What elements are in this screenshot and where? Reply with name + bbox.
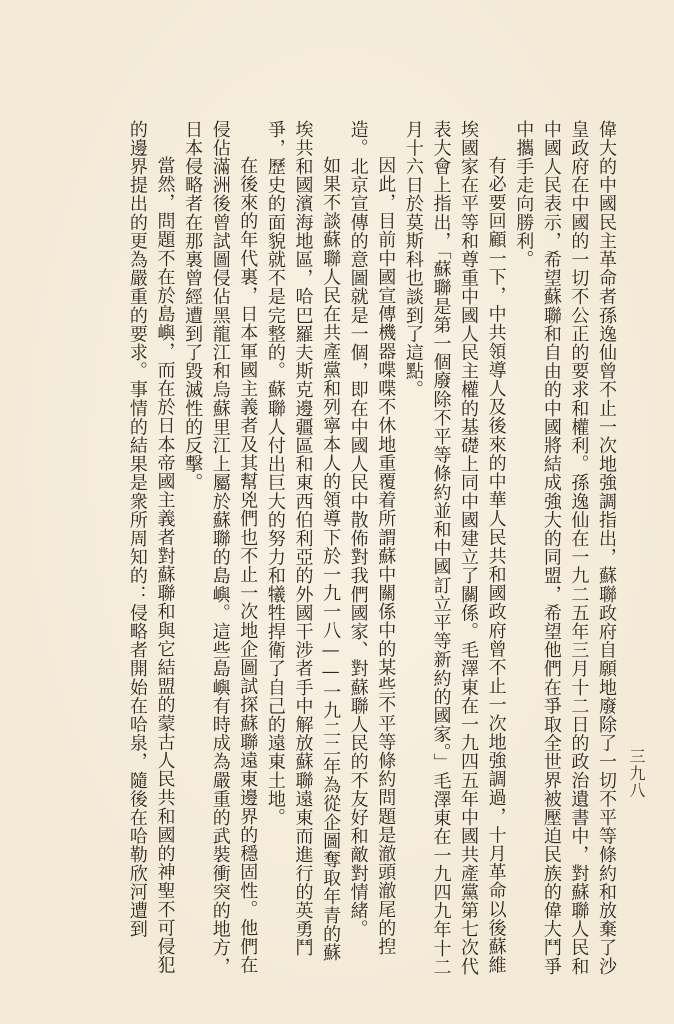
body-text	[42, 120, 620, 980]
paragraph: 偉大的中國民主革命者孫逸仙曾不止一次地強調指出，蘇聯政府自願地廢除了一切不平等條約和放棄了沙皇政府在中國的一切不公正的要求和權利。孫逸仙在一九二五年三月十二日的政治遺書中，對蘇聯人民和中國人民表示，希望蘇聯和自由的中國將結成強大的同盟，希望他們在爭取全世界被壓迫民族的偉大鬥爭中攜手走向勝利。	[513, 120, 617, 976]
paragraph: 在後來的年代裏，日本軍國主義者及其幫兇們也不止一次地企圖試探蘇聯遠東邊界的穩固性。他們在侵佔滿洲後曾試圖侵佔黑龍江和烏蘇里江上屬於蘇聯的島嶼。這些島嶼有時成為嚴重的武裝衝突的地方，日本侵略者在那裏曾經遭到了毀滅性的反擊。	[182, 120, 259, 976]
paragraph: 當然，問題不在於島嶼，而在於日本帝國主義者對蘇聯和與它結盟的蒙古人民共和國的神聖不可侵犯的邊界提出的更為嚴重的要求。事情的結果是衆所周知的：侵略者開始在哈泉，隨後在哈勒欣河遭到	[126, 120, 176, 975]
paragraph: 有必要回顧一下，中共領導人及後來的中華人民共和國政府曾不止一次地強調過，十月革命以後蘇維埃國家在平等和尊重中國人民主權的基礎上同中國建立了關係。毛澤東在一九四五年中國共產黨第七次代表大會上指出，「蘇聯是第一個廢除不平等條約並和中國訂立平等新約的國家。」毛澤東在一九四九年十二月十六日於莫斯科也談到了這點。	[402, 120, 507, 977]
paragraph: 因此，目前中國宣傳機器喋喋不休地重覆着所謂蘇中關係中的某些不平等條約問題是澈頭澈尾的揑造。北京宣傳的意圖就是一個，即在中國人民中散佈對我們國家、對蘇聯人民的不友好和敵對情緒。	[347, 120, 397, 956]
page-number: 三九八	[627, 748, 646, 799]
paragraph: 如果不談蘇聯人民在共產黨和列寧本人的領導下於一九一八——一九二二年為從企圖奪取年青的蘇埃共和國濱海地區，哈巴羅夫斯克邊疆區和東西伯利亞的外國干涉者手中解放蘇聯遠東而進行的英勇鬥爭，歷史的面貌就不是完整的。蘇聯人付出巨大的努力和犧牲捍衛了自己的遠東土地。	[264, 120, 342, 962]
